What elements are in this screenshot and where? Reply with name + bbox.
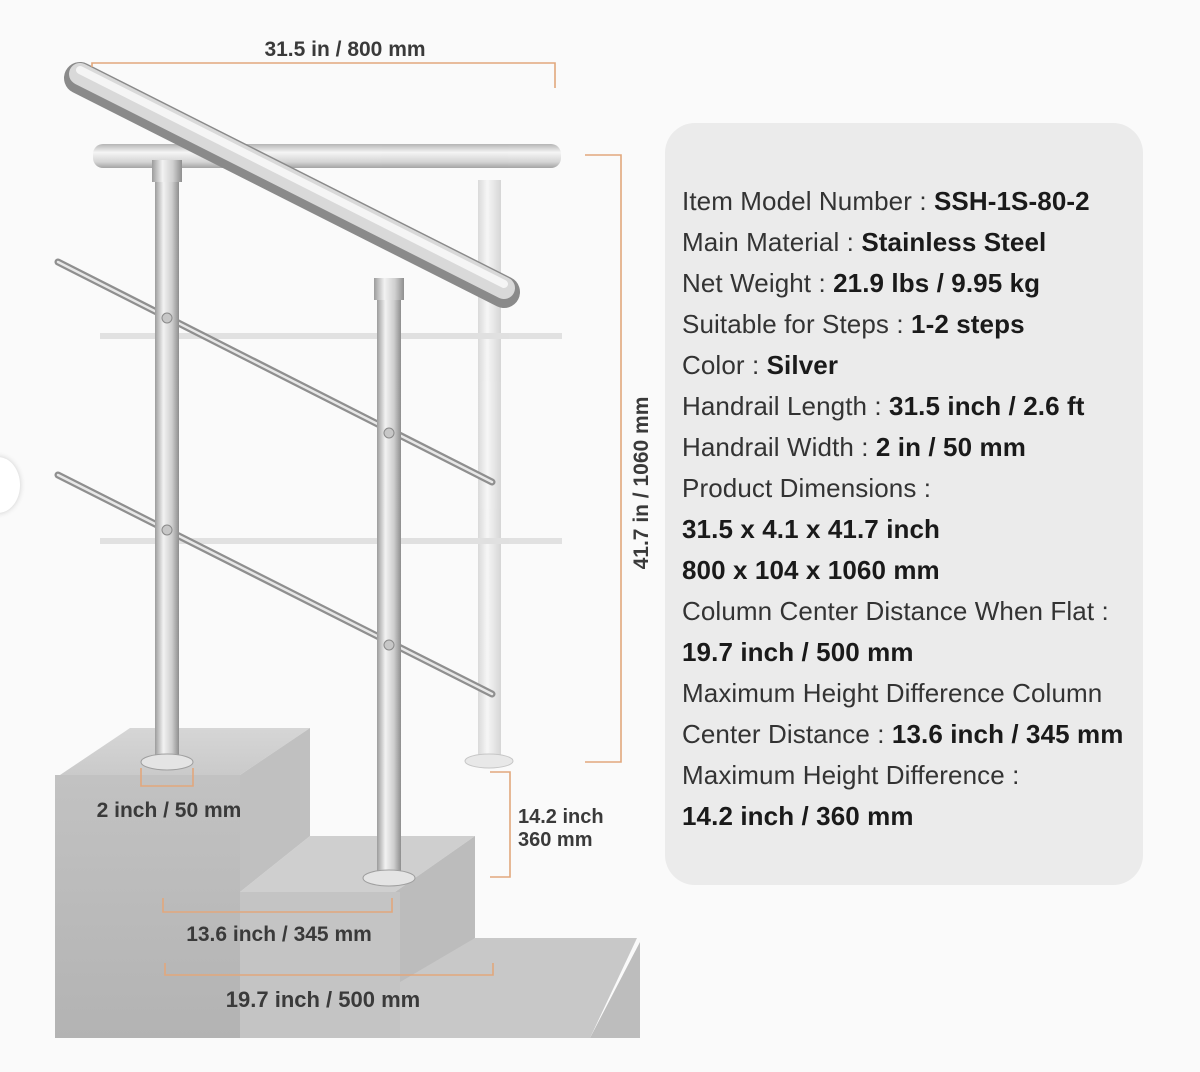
spec-line bbox=[682, 427, 1143, 468]
column-distance-label: 13.6 inch / 345 mm bbox=[186, 923, 372, 946]
spec-label: Color : bbox=[682, 350, 767, 380]
step-height-label-line1: 14.2 inch bbox=[518, 806, 604, 828]
spec-line bbox=[682, 263, 1143, 304]
spec-value: 2 in / 50 mm bbox=[875, 432, 1026, 462]
diagonal-bars bbox=[58, 262, 492, 694]
spec-line bbox=[682, 673, 1143, 714]
height-dim-line bbox=[585, 155, 621, 762]
spec-line bbox=[682, 796, 1143, 837]
spec-line bbox=[682, 181, 1143, 222]
spec-label: Item Model Number : bbox=[682, 186, 934, 216]
spec-line bbox=[682, 591, 1143, 632]
spec-line bbox=[682, 509, 1143, 550]
height-label: 41.7 in / 1060 mm bbox=[630, 396, 653, 570]
spec-value: 13.6 inch / 345 mm bbox=[891, 719, 1124, 749]
front-post-right bbox=[377, 278, 401, 878]
spec-line bbox=[682, 550, 1143, 591]
spec-label: Center Distance : bbox=[682, 719, 892, 749]
spec-label: Column Center Distance When Flat : bbox=[682, 596, 1109, 626]
spec-value: 21.9 lbs / 9.95 kg bbox=[833, 268, 1041, 298]
middle-step-front bbox=[240, 892, 400, 1038]
spec-value: 31.5 inch / 2.6 ft bbox=[889, 391, 1085, 421]
spec-line bbox=[682, 304, 1143, 345]
spec-label: Main Material : bbox=[682, 227, 862, 257]
spec-line bbox=[682, 345, 1143, 386]
spec-value: Silver bbox=[766, 350, 839, 380]
base-width-label: 2 inch / 50 mm bbox=[96, 799, 242, 822]
spec-line bbox=[682, 714, 1143, 755]
spec-line bbox=[682, 755, 1143, 796]
spec-line bbox=[682, 386, 1143, 427]
spec-panel bbox=[665, 123, 1143, 885]
spec-label: Product Dimensions : bbox=[682, 473, 932, 503]
spec-line bbox=[682, 468, 1143, 509]
step-height-label-line2: 360 mm bbox=[518, 829, 593, 851]
spec-label: Handrail Width : bbox=[682, 432, 876, 462]
spec-label: Net Weight : bbox=[682, 268, 834, 298]
spec-line bbox=[682, 222, 1143, 263]
spec-value: 1-2 steps bbox=[911, 309, 1025, 339]
handrail-length-label: 31.5 in / 800 mm bbox=[264, 38, 426, 61]
front-post-left bbox=[155, 160, 179, 760]
spec-value: 14.2 inch / 360 mm bbox=[682, 801, 914, 831]
step-height-dim-line bbox=[490, 772, 510, 877]
spec-line bbox=[682, 632, 1143, 673]
spec-label: Suitable for Steps : bbox=[682, 309, 912, 339]
spec-value: Stainless Steel bbox=[861, 227, 1047, 257]
flat-distance-label: 19.7 inch / 500 mm bbox=[225, 987, 421, 1012]
spec-value: 31.5 x 4.1 x 41.7 inch bbox=[682, 514, 941, 544]
rear-post-base bbox=[465, 754, 513, 768]
front-post-right-base bbox=[363, 870, 415, 886]
spec-value: 19.7 inch / 500 mm bbox=[682, 637, 914, 667]
spec-label: Handrail Length : bbox=[682, 391, 890, 421]
spec-label: Maximum Height Difference : bbox=[682, 760, 1020, 790]
spec-value: SSH-1S-80-2 bbox=[933, 186, 1090, 216]
spec-label: Maximum Height Difference Column bbox=[682, 678, 1103, 708]
front-post-left-base bbox=[141, 754, 193, 770]
handrail-length-dim-line bbox=[92, 63, 555, 88]
spec-value: 800 x 104 x 1060 mm bbox=[682, 555, 940, 585]
sloped-handrail bbox=[80, 70, 504, 292]
